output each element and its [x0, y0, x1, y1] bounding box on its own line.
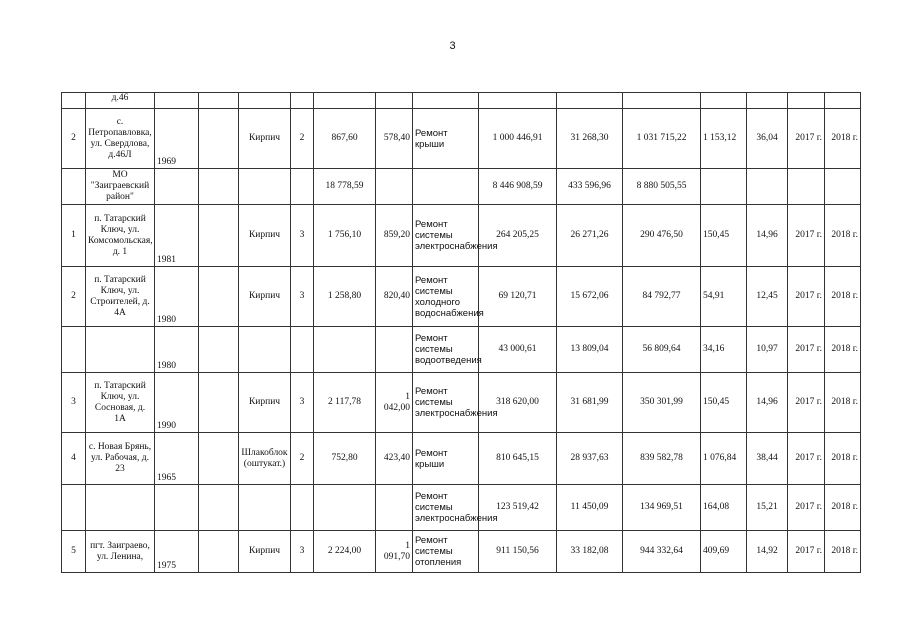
cell-living-area: 578,40 — [376, 109, 413, 169]
cell-unit-cost: 34,16 — [701, 327, 747, 373]
cell-year: 1980 — [155, 327, 199, 373]
cell-share: 15,21 — [747, 485, 788, 531]
cell-cost-works: 318 620,00 — [479, 373, 557, 433]
cell-start: 2017 г. — [788, 373, 825, 433]
cell-address: с. Новая Брянь, ул. Рабочая, д. 23 — [86, 433, 155, 485]
cell-year: 1975 — [155, 531, 199, 573]
cell-total: 350 301,99 — [623, 373, 701, 433]
cell-cost-works: 1 000 446,91 — [479, 109, 557, 169]
cell-cost-control: 26 271,26 — [557, 205, 623, 267]
cell-empty — [199, 433, 239, 485]
cell-cost-control: 31 268,30 — [557, 109, 623, 169]
cell-start — [788, 169, 825, 205]
cell-living-area — [376, 327, 413, 373]
cell-end: 2018 г. — [825, 205, 861, 267]
cell-unit-cost: 150,45 — [701, 205, 747, 267]
cell-floors — [291, 327, 314, 373]
cell-address: д.46 — [86, 93, 155, 109]
cell-work: Ремонт крыши — [413, 433, 479, 485]
cell-end: 2018 г. — [825, 433, 861, 485]
cell-start: 2017 г. — [788, 205, 825, 267]
cell-unit-cost — [701, 169, 747, 205]
cell-area: 752,80 — [314, 433, 376, 485]
cell-total: 839 582,78 — [623, 433, 701, 485]
table-row — [62, 267, 861, 327]
cell-unit-cost — [701, 93, 747, 109]
cell-share: 12,45 — [747, 267, 788, 327]
cell-address: п. Татарский Ключ, ул. Сосновая, д. 1А — [86, 373, 155, 433]
cell-start: 2017 г. — [788, 531, 825, 573]
cell-area — [314, 485, 376, 531]
cell-cost-control — [557, 93, 623, 109]
cell-material: Кирпич — [239, 205, 291, 267]
cell-unit-cost: 409,69 — [701, 531, 747, 573]
cell-cost-works: 264 205,25 — [479, 205, 557, 267]
cell-cost-works: 43 000,61 — [479, 327, 557, 373]
cell-area: 1 258,80 — [314, 267, 376, 327]
cell-year: 1965 — [155, 433, 199, 485]
cell-floors — [291, 93, 314, 109]
cell-year: 1969 — [155, 109, 199, 169]
cell-work: Ремонт системы электроснабжения — [413, 373, 479, 433]
cell-living-area: 1 042,00 — [376, 373, 413, 433]
cell-start — [788, 93, 825, 109]
cell-material: Шлакоблок (оштукат.) — [239, 433, 291, 485]
cell-cost-works — [479, 93, 557, 109]
cell-num: 3 — [62, 373, 86, 433]
cell-work: Ремонт системы водоотведения — [413, 327, 479, 373]
cell-address: пгт. Заиграево, ул. Ленина, — [86, 531, 155, 573]
cell-end: 2018 г. — [825, 373, 861, 433]
cell-living-area: 423,40 — [376, 433, 413, 485]
cell-work: Ремонт системы отопления — [413, 531, 479, 573]
cell-empty — [199, 373, 239, 433]
cell-total: 8 880 505,55 — [623, 169, 701, 205]
cell-cost-control: 11 450,09 — [557, 485, 623, 531]
cell-empty — [199, 327, 239, 373]
cell-area: 2 117,78 — [314, 373, 376, 433]
cell-end — [825, 93, 861, 109]
cell-share: 36,04 — [747, 109, 788, 169]
cell-floors: 3 — [291, 531, 314, 573]
cell-empty — [199, 531, 239, 573]
cell-start: 2017 г. — [788, 109, 825, 169]
cell-unit-cost: 150,45 — [701, 373, 747, 433]
cell-num: 1 — [62, 205, 86, 267]
cell-area — [314, 93, 376, 109]
cell-area: 867,60 — [314, 109, 376, 169]
cell-empty — [199, 93, 239, 109]
cell-cost-works: 69 120,71 — [479, 267, 557, 327]
cell-year: 1980 — [155, 267, 199, 327]
cell-share: 14,96 — [747, 205, 788, 267]
cell-work: Ремонт крыши — [413, 109, 479, 169]
table-row — [62, 169, 861, 205]
table-row — [62, 205, 861, 267]
cell-work — [413, 169, 479, 205]
cell-end: 2018 г. — [825, 267, 861, 327]
cell-living-area — [376, 169, 413, 205]
cell-num: 4 — [62, 433, 86, 485]
cell-end — [825, 169, 861, 205]
cell-cost-works: 8 446 908,59 — [479, 169, 557, 205]
cell-floors: 2 — [291, 433, 314, 485]
table-row — [62, 109, 861, 169]
cell-num — [62, 485, 86, 531]
cell-end: 2018 г. — [825, 531, 861, 573]
cell-unit-cost: 164,08 — [701, 485, 747, 531]
cell-area: 1 756,10 — [314, 205, 376, 267]
cell-material — [239, 93, 291, 109]
cell-material — [239, 327, 291, 373]
cell-start: 2017 г. — [788, 327, 825, 373]
cell-cost-control: 33 182,08 — [557, 531, 623, 573]
cell-floors: 3 — [291, 205, 314, 267]
table-row — [62, 433, 861, 485]
cell-work — [413, 93, 479, 109]
cell-cost-control: 28 937,63 — [557, 433, 623, 485]
cell-address: МО "Заиграевский район" — [86, 169, 155, 205]
cell-num — [62, 93, 86, 109]
cell-share: 14,96 — [747, 373, 788, 433]
cell-total: 56 809,64 — [623, 327, 701, 373]
cell-living-area: 859,20 — [376, 205, 413, 267]
cell-empty — [199, 485, 239, 531]
cell-year — [155, 169, 199, 205]
cell-address — [86, 485, 155, 531]
cell-total: 1 031 715,22 — [623, 109, 701, 169]
cell-num — [62, 169, 86, 205]
cell-floors: 3 — [291, 267, 314, 327]
cell-year: 1981 — [155, 205, 199, 267]
cell-share — [747, 93, 788, 109]
cell-material: Кирпич — [239, 373, 291, 433]
table-row — [62, 373, 861, 433]
cell-year — [155, 485, 199, 531]
cell-year — [155, 93, 199, 109]
cell-cost-control: 31 681,99 — [557, 373, 623, 433]
repair-program-table — [61, 92, 861, 573]
cell-unit-cost: 1 076,84 — [701, 433, 747, 485]
cell-total: 944 332,64 — [623, 531, 701, 573]
cell-empty — [199, 267, 239, 327]
cell-empty — [199, 169, 239, 205]
cell-total: 134 969,51 — [623, 485, 701, 531]
cell-address: с. Петропавловка, ул. Свердлова, д.46Л — [86, 109, 155, 169]
cell-num — [62, 327, 86, 373]
cell-living-area — [376, 485, 413, 531]
table-row — [62, 531, 861, 573]
cell-floors — [291, 485, 314, 531]
cell-address: п. Татарский Ключ, ул. Комсомольская, д. 1 — [86, 205, 155, 267]
cell-address — [86, 327, 155, 373]
cell-living-area: 1 091,70 — [376, 531, 413, 573]
cell-material — [239, 485, 291, 531]
cell-total: 290 476,50 — [623, 205, 701, 267]
cell-num: 2 — [62, 109, 86, 169]
cell-cost-control: 15 672,06 — [557, 267, 623, 327]
cell-empty — [199, 205, 239, 267]
table-row — [62, 93, 861, 109]
table-row — [62, 327, 861, 373]
cell-cost-works: 911 150,56 — [479, 531, 557, 573]
table-row — [62, 485, 861, 531]
cell-cost-control: 433 596,96 — [557, 169, 623, 205]
cell-start: 2017 г. — [788, 433, 825, 485]
cell-share — [747, 169, 788, 205]
cell-share: 10,97 — [747, 327, 788, 373]
cell-living-area — [376, 93, 413, 109]
cell-share: 14,92 — [747, 531, 788, 573]
cell-floors — [291, 169, 314, 205]
cell-cost-control: 13 809,04 — [557, 327, 623, 373]
cell-floors: 2 — [291, 109, 314, 169]
cell-year: 1990 — [155, 373, 199, 433]
cell-cost-works: 810 645,15 — [479, 433, 557, 485]
cell-total: 84 792,77 — [623, 267, 701, 327]
cell-work: Ремонт системы холодного водоснабжения — [413, 267, 479, 327]
cell-end: 2018 г. — [825, 327, 861, 373]
cell-material: Кирпич — [239, 531, 291, 573]
cell-total — [623, 93, 701, 109]
cell-end: 2018 г. — [825, 109, 861, 169]
cell-start: 2017 г. — [788, 267, 825, 327]
page-number: 3 — [449, 40, 456, 52]
cell-material — [239, 169, 291, 205]
cell-start: 2017 г. — [788, 485, 825, 531]
cell-living-area: 820,40 — [376, 267, 413, 327]
cell-work: Ремонт системы электроснабжения — [413, 205, 479, 267]
cell-floors: 3 — [291, 373, 314, 433]
cell-share: 38,44 — [747, 433, 788, 485]
cell-work: Ремонт системы электроснабжения — [413, 485, 479, 531]
cell-unit-cost: 1 153,12 — [701, 109, 747, 169]
cell-material: Кирпич — [239, 267, 291, 327]
cell-material: Кирпич — [239, 109, 291, 169]
cell-area: 18 778,59 — [314, 169, 376, 205]
cell-area: 2 224,00 — [314, 531, 376, 573]
cell-end: 2018 г. — [825, 485, 861, 531]
cell-empty — [199, 109, 239, 169]
cell-num: 5 — [62, 531, 86, 573]
cell-address: п. Татарский Ключ, ул. Строителей, д. 4А — [86, 267, 155, 327]
cell-unit-cost: 54,91 — [701, 267, 747, 327]
cell-num: 2 — [62, 267, 86, 327]
cell-area — [314, 327, 376, 373]
cell-cost-works: 123 519,42 — [479, 485, 557, 531]
